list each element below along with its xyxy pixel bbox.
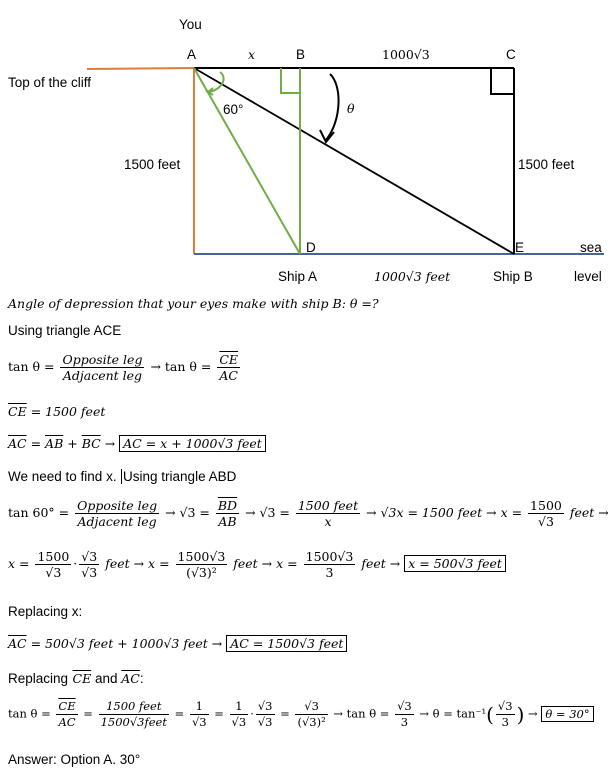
- line-ad: [194, 68, 300, 254]
- point-d-label: D: [306, 240, 316, 255]
- cliff-diagram: [0, 0, 613, 300]
- point-c-label: C: [506, 47, 516, 62]
- top-of-cliff-label: Top of the cliff: [8, 75, 92, 90]
- equation-x-solve: x = $\frac{1500}{√3}$ · $\frac{√3}{√3}$ feet → x = $\frac{1500√3}{\text{(√3)²}}$ feet → x = $\frac{1500√3}{3}$ feet → x = 500√3 feet: [8, 549, 506, 580]
- answer-line: Answer: Option A. 30°: [8, 752, 141, 767]
- ac-final-boxed: $\overline{AC} = 1500√3$ feet: [226, 635, 347, 652]
- replacing-x-line: Replacing x:: [8, 604, 83, 619]
- find-x-line: We need to find x. Using triangle ABD: [8, 469, 237, 484]
- theta-arc: [326, 74, 339, 140]
- ac-boxed-result: $\overline{AC} = x + 1000√3$ feet: [119, 435, 266, 452]
- ce-height-label: 1500 feet: [518, 157, 575, 172]
- equation-final: tan θ = $\frac{\overline{CE}}{AC}$ = $\frac{\text{1500 feet}}{\text{1500√3feet}}$ = $\frac{1}{√3}$ = $\frac{1}{√3}$ · $\frac{√3}{√3}$ = $\frac{√3}{\text{(√3)²}}$ → tan θ = $\frac{√3}{3}$ → θ = tan⁻¹( $\frac{√3}{3}$ ) → θ = 30°: [8, 699, 594, 730]
- x-label: x: [248, 47, 256, 62]
- angle-60-arc: [208, 72, 224, 95]
- point-a-label: A: [187, 47, 197, 62]
- ship-a-label: Ship A: [278, 269, 318, 284]
- you-label: You: [179, 17, 202, 32]
- cliff-height-label: 1500 feet: [124, 157, 181, 172]
- right-angle-c: [491, 68, 514, 94]
- theta-label: θ: [347, 101, 355, 116]
- replacing-ce-ac-line: Replacing $\overline{CE}$ and $\overline{AC}$:: [8, 671, 144, 686]
- line-ae: [194, 68, 514, 254]
- cliff-top-edge: [87, 68, 194, 69]
- theta-boxed-result: θ = 30°: [541, 706, 593, 722]
- level-label: level: [574, 269, 602, 284]
- point-b-label: B: [296, 47, 306, 62]
- ac-value-line: $\overline{AC} = 500√3$ feet + 1000√3 feet → $\overline{AC} = 1500√3$ feet: [8, 636, 347, 651]
- right-angle-b: [281, 68, 300, 93]
- sea-label: sea: [580, 240, 602, 255]
- x-boxed-result: x = 500√3 feet: [404, 555, 506, 572]
- ac-sum-line: $\overline{AC} = \overline{AB} + \overline{BC} \to \overline{AC} = x + 1000√3$ feet: [8, 436, 266, 451]
- step-using-ace: Using triangle ACE: [8, 323, 122, 338]
- equation-tan-theta: tan θ = $\frac{\text{Opposite leg}}{\text{Adjacent leg}}$ → tan θ = $\frac{\overline{CE}}{AC}$: [8, 352, 239, 383]
- ship-b-label: Ship B: [493, 269, 533, 284]
- bc-length-label: 1000√3: [382, 47, 430, 62]
- de-length-label: 1000√3 feet: [374, 269, 451, 284]
- equation-tan-60: tan 60° = $\frac{\text{Opposite leg}}{\text{Adjacent leg}}$ → √3 = $\frac{\overline{BD}}{AB}$ → √3 = $\frac{\text{1500 feet}}{x}$ → √3x = 1500 feet → x = $\frac{1500}{√3}$ feet →: [8, 498, 609, 529]
- angle-60-label: 60°: [223, 102, 244, 117]
- ce-value-line: $\overline{CE} = 1500$ feet: [8, 404, 106, 419]
- point-e-label: E: [515, 240, 525, 255]
- question-line: Angle of depression that your eyes make with ship B: θ =?: [8, 296, 379, 311]
